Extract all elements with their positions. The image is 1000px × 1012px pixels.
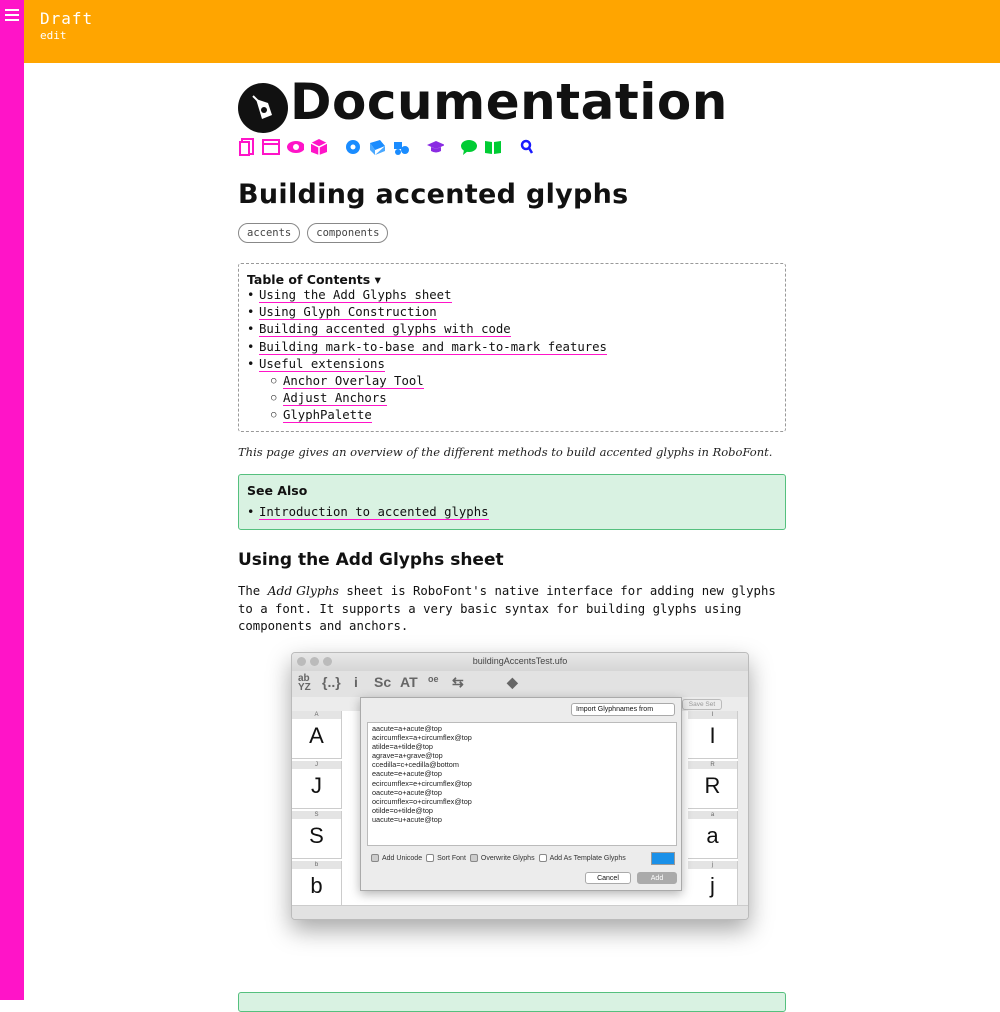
- window-toolbar: ab YZ {..} i Sc AT oe ⇆ ◆: [292, 671, 748, 697]
- puzzle-icon[interactable]: [392, 138, 410, 156]
- glyph-grid: A A J J S S b b I I R R a a j j: [292, 711, 738, 907]
- toc-item: [247, 339, 777, 356]
- window-footer: [292, 905, 748, 919]
- glyph-cell[interactable]: S: [309, 823, 324, 848]
- add-glyphs-emphasis: Add Glyphs: [267, 584, 339, 598]
- sort-font-checkbox[interactable]: [426, 854, 434, 862]
- search-icon[interactable]: [518, 138, 536, 156]
- eye-icon[interactable]: [286, 138, 304, 156]
- toc-link-glyphpalette[interactable]: GlyphPalette: [283, 408, 372, 423]
- window-title: buildingAccentsTest.ufo: [472, 656, 568, 666]
- toc-link-mark-features[interactable]: Building mark-to-base and mark-to-mark features: [259, 339, 607, 354]
- glyph-cell[interactable]: R: [704, 773, 721, 798]
- cancel-button[interactable]: Cancel: [585, 872, 631, 884]
- tag-components[interactable]: components: [307, 223, 388, 243]
- toc-link-code[interactable]: Building accented glyphs with code: [259, 322, 511, 337]
- hamburger-menu-icon[interactable]: [5, 9, 19, 21]
- glyph-recipes-textarea[interactable]: aacute=a+acute@top acircumflex=a+circumflex@top atilde=a+tilde@top agrave=a+grave@top ccedilla=c+cedilla@bottom eacute=e+acute@top ecircumflex=e+circumflex@top oacute=o+acute@top ocircumflex=o+circumflex@top otilde=o+tilde@top uacute=u+acute@top: [367, 722, 677, 846]
- edit-link[interactable]: edit: [40, 29, 67, 42]
- save-set-button[interactable]: Save Set: [682, 699, 722, 710]
- table-of-contents: [238, 263, 786, 432]
- see-also-link[interactable]: Introduction to accented glyphs: [259, 505, 489, 519]
- site-title[interactable]: Documentation: [290, 73, 728, 131]
- overwrite-glyphs-checkbox[interactable]: [470, 854, 478, 862]
- book-icon[interactable]: [484, 138, 502, 156]
- add-glyphs-sheet: [360, 697, 682, 891]
- toc-item: [247, 304, 777, 321]
- template-glyphs-checkbox[interactable]: [539, 854, 547, 862]
- window-titlebar: [292, 653, 748, 671]
- toc-item: [247, 321, 777, 338]
- tag-list: [238, 223, 786, 243]
- glyph-cell[interactable]: b: [310, 873, 323, 898]
- sidebar: [0, 0, 24, 1000]
- speech-bubble-icon[interactable]: [460, 138, 478, 156]
- section-title: Using the Add Glyphs sheet: [238, 550, 504, 570]
- box-icon[interactable]: [368, 138, 386, 156]
- robofont-logo-icon[interactable]: [238, 83, 288, 133]
- draft-title: Draft: [40, 9, 94, 28]
- add-glyphs-screenshot: [291, 652, 749, 920]
- glyph-cell[interactable]: A: [309, 723, 324, 748]
- page-title: Building accented glyphs: [238, 179, 629, 210]
- sheet-options: Add Unicode Sort Font Overwrite Glyphs Add As Template Glyphs: [367, 854, 626, 862]
- glyph-cell[interactable]: I: [709, 723, 716, 748]
- toc-subitem: [271, 373, 777, 390]
- toc-link-adjust-anchors[interactable]: Adjust Anchors: [283, 391, 387, 406]
- next-note-box: [238, 992, 786, 1012]
- add-unicode-checkbox[interactable]: [371, 854, 379, 862]
- toc-link-glyph-construction[interactable]: Using Glyph Construction: [259, 305, 437, 320]
- see-also-item: [247, 505, 777, 519]
- see-also-box: [238, 474, 786, 530]
- toc-link-add-glyphs[interactable]: Using the Add Glyphs sheet: [259, 288, 452, 302]
- section-paragraph: The Add Glyphs sheet is RoboFont's native interface for adding new glyphs to a font. It supports a very basic syntax for building glyphs using components and anchors.: [238, 584, 776, 633]
- import-glyphnames-select[interactable]: Import Glyphnames from: [571, 703, 675, 716]
- mark-color-well[interactable]: [651, 852, 675, 865]
- add-button[interactable]: Add: [637, 872, 677, 884]
- main-content: [238, 70, 786, 636]
- intro-text: This page gives an overview of the different methods to build accented glyphs in RoboFont.: [238, 445, 773, 459]
- toc-item: [247, 356, 777, 425]
- toc-link-anchor-overlay[interactable]: Anchor Overlay Tool: [283, 374, 424, 389]
- toc-link-extensions[interactable]: Useful extensions: [259, 356, 385, 371]
- toc-title[interactable]: Table of Contents ▾: [247, 272, 381, 287]
- toc-item: [247, 287, 777, 304]
- toc-subitem: [271, 407, 777, 424]
- see-also-title: See Also: [247, 483, 308, 498]
- nav-icon-row: [238, 135, 786, 159]
- glyph-cell[interactable]: j: [710, 873, 715, 898]
- tag-accents[interactable]: accents: [238, 223, 300, 243]
- glyph-cell[interactable]: a: [706, 823, 719, 848]
- glyph-cell[interactable]: J: [311, 773, 322, 798]
- top-bar: [24, 0, 1000, 63]
- graduation-cap-icon[interactable]: [426, 138, 444, 156]
- documents-icon[interactable]: [238, 138, 256, 156]
- toc-subitem: [271, 390, 777, 407]
- window-icon[interactable]: [262, 138, 280, 156]
- cube-icon[interactable]: [310, 138, 328, 156]
- gear-icon[interactable]: [344, 138, 362, 156]
